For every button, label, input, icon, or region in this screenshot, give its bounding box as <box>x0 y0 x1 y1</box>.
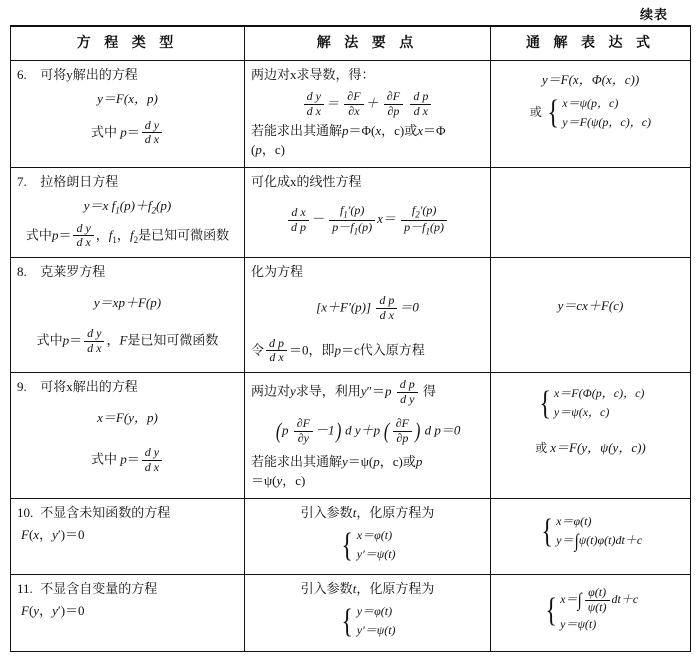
cell-solution <box>491 258 691 373</box>
row-type-equation: x＝F(y，p) <box>97 410 158 426</box>
cell-solution <box>491 499 691 575</box>
solution-cases: { x＝φ(t) y＝∫ψ(t)φ(t)dt＋c <box>541 512 643 552</box>
table-row <box>11 258 691 373</box>
cell-method <box>245 499 491 575</box>
formula-table <box>10 25 691 652</box>
row-type-title: 不显含未知函数的方程 <box>40 505 171 521</box>
cell-method <box>245 168 491 258</box>
cell-method <box>245 61 491 168</box>
brace-icon: { <box>539 384 551 422</box>
row-type-equation: y＝F(x，p) <box>97 90 158 106</box>
table-row <box>11 575 691 651</box>
method-equation: [x＋F′(p)] $\frac{\text{d p}}{\text{d x}}$ ＝0 <box>316 293 419 322</box>
header-solution: 通 解 表 达 式 <box>491 26 691 61</box>
row-number: 11. <box>17 581 33 597</box>
cell-type <box>11 499 245 575</box>
solution-equation: y＝F(x，Φ(x，c)) <box>541 72 640 87</box>
cell-method <box>245 373 491 499</box>
row-type-equation: y＝x $f_1(p)+f_2(p)$ <box>83 197 172 216</box>
row-number: 7. <box>17 174 27 190</box>
cell-type <box>11 61 245 168</box>
solution-cases: { x＝F(Φ(p，c)，c) y＝ψ(x，c) <box>539 384 645 422</box>
method-title: 可化成x的线性方程 <box>251 174 362 190</box>
method-equation: $\frac{\text{d y}}{\text{d x}}$ ＝ $\frac{\partial F}{\partial x}$ ＋ $\frac{\partial F}{\partial p}$ $\frac{\text{d p}}{\text{d x}}$ <box>251 90 484 119</box>
cell-type <box>11 575 245 651</box>
table-header-row <box>11 26 691 61</box>
row-type-equation: F(y，y′)＝0 <box>21 603 85 619</box>
solution-cases: 或 { x＝ψ(p，c) y＝F(ψ(p，c)，c) <box>529 94 652 132</box>
row-type-title: 可将x解出的方程 <box>40 379 138 395</box>
cell-method <box>245 575 491 651</box>
brace-icon: { <box>547 94 559 132</box>
row-type-note: 式中p＝ $\frac{\text{d y}}{\text{d x}}$ ，F是已知可微函数 <box>36 325 219 355</box>
row-type-equation: y＝xp＋F(p) <box>93 295 162 311</box>
cell-solution <box>491 61 691 168</box>
table-row <box>11 61 691 168</box>
row-type-note: 式中 p＝ $\frac{\text{d y}}{\text{d x}}$ <box>17 446 238 475</box>
row-type-note: 式中p＝ $\frac{\text{d y}}{\text{d x}}$ ，$f_1$，$f_2$是已知可微函数 <box>25 220 230 250</box>
row-type-title: 不显含自变量的方程 <box>40 581 158 597</box>
method-title: 化为方程 <box>251 264 304 280</box>
method-equation: $\frac{\text{d x}}{\text{d p}}$ － $\frac{f_1'(p)}{p-f_1(p)}$ x＝ $\frac{f_2'(p)}{p-f_1(p)}$ <box>251 204 484 236</box>
cell-type <box>11 258 245 373</box>
brace-icon: { <box>541 512 553 550</box>
method-cases: { y＝φ(t) y′＝ψ(t) <box>341 602 396 640</box>
cell-type <box>11 168 245 258</box>
method-title: 引入参数t，化原方程为 <box>300 581 435 597</box>
method-title: 两边对x求导数，得： <box>251 67 375 82</box>
method-cases: { x＝φ(t) y′＝ψ(t) <box>341 526 396 564</box>
table-row <box>11 168 691 258</box>
method-title: 引入参数t，化原方程为 <box>300 505 435 521</box>
row-type-title: 克莱罗方程 <box>40 264 106 280</box>
method-note: 若能求出其通解p＝Φ(x，c)或x＝Φ (p，c) <box>251 123 446 158</box>
row-number: 8. <box>17 264 27 280</box>
cell-solution <box>491 168 691 258</box>
cell-method <box>245 258 491 373</box>
method-note: 令 $\frac{\text{d p}}{\text{d x}}$ ＝0，即p＝c代入原方程 <box>251 335 425 365</box>
solution-equation-alt: 或 x＝F(y，ψ(y，c)) <box>535 439 646 455</box>
row-number: 9. <box>17 379 27 395</box>
row-type-title: 拉格朗日方程 <box>40 174 119 190</box>
brace-icon: { <box>341 602 354 640</box>
method-title: 两边对y求导，利用y″＝p $\frac{\text{d p}}{\text{d y}}$ 得 <box>251 377 437 407</box>
solution-equation: y＝cx＋F(c) <box>557 298 624 314</box>
header-method: 解 法 要 点 <box>245 26 491 61</box>
table-row <box>11 373 691 499</box>
brace-icon: { <box>545 591 557 629</box>
row-type-title: 可将y解出的方程 <box>40 67 138 82</box>
solution-cases: { x＝∫ $\frac{\varphi(t)}{\psi(t)}$ dt＋c y＝ψ(t) <box>545 585 639 631</box>
continued-label: 续表 <box>639 7 668 22</box>
brace-icon: { <box>341 526 354 564</box>
row-number: 6. <box>17 67 27 82</box>
row-number: 10. <box>17 505 34 521</box>
cell-type <box>11 373 245 499</box>
row-type-note: 式中 p＝ $\frac{\text{d y}}{\text{d x}}$ <box>17 119 238 148</box>
cell-solution <box>491 575 691 651</box>
header-type: 方 程 类 型 <box>11 26 245 61</box>
row-type-equation: F(x，y′)＝0 <box>21 526 85 542</box>
table-row <box>11 499 691 575</box>
cell-solution <box>491 373 691 499</box>
method-note: 若能求出其通解y＝ψ(p，c)或p ＝ψ(y，c) <box>251 454 423 489</box>
method-equation: (p $\frac{\partial F}{\partial y}$ －1) d y＋p ( $\frac{\partial F}{\partial p}$ ) d p＝0 <box>275 415 461 445</box>
